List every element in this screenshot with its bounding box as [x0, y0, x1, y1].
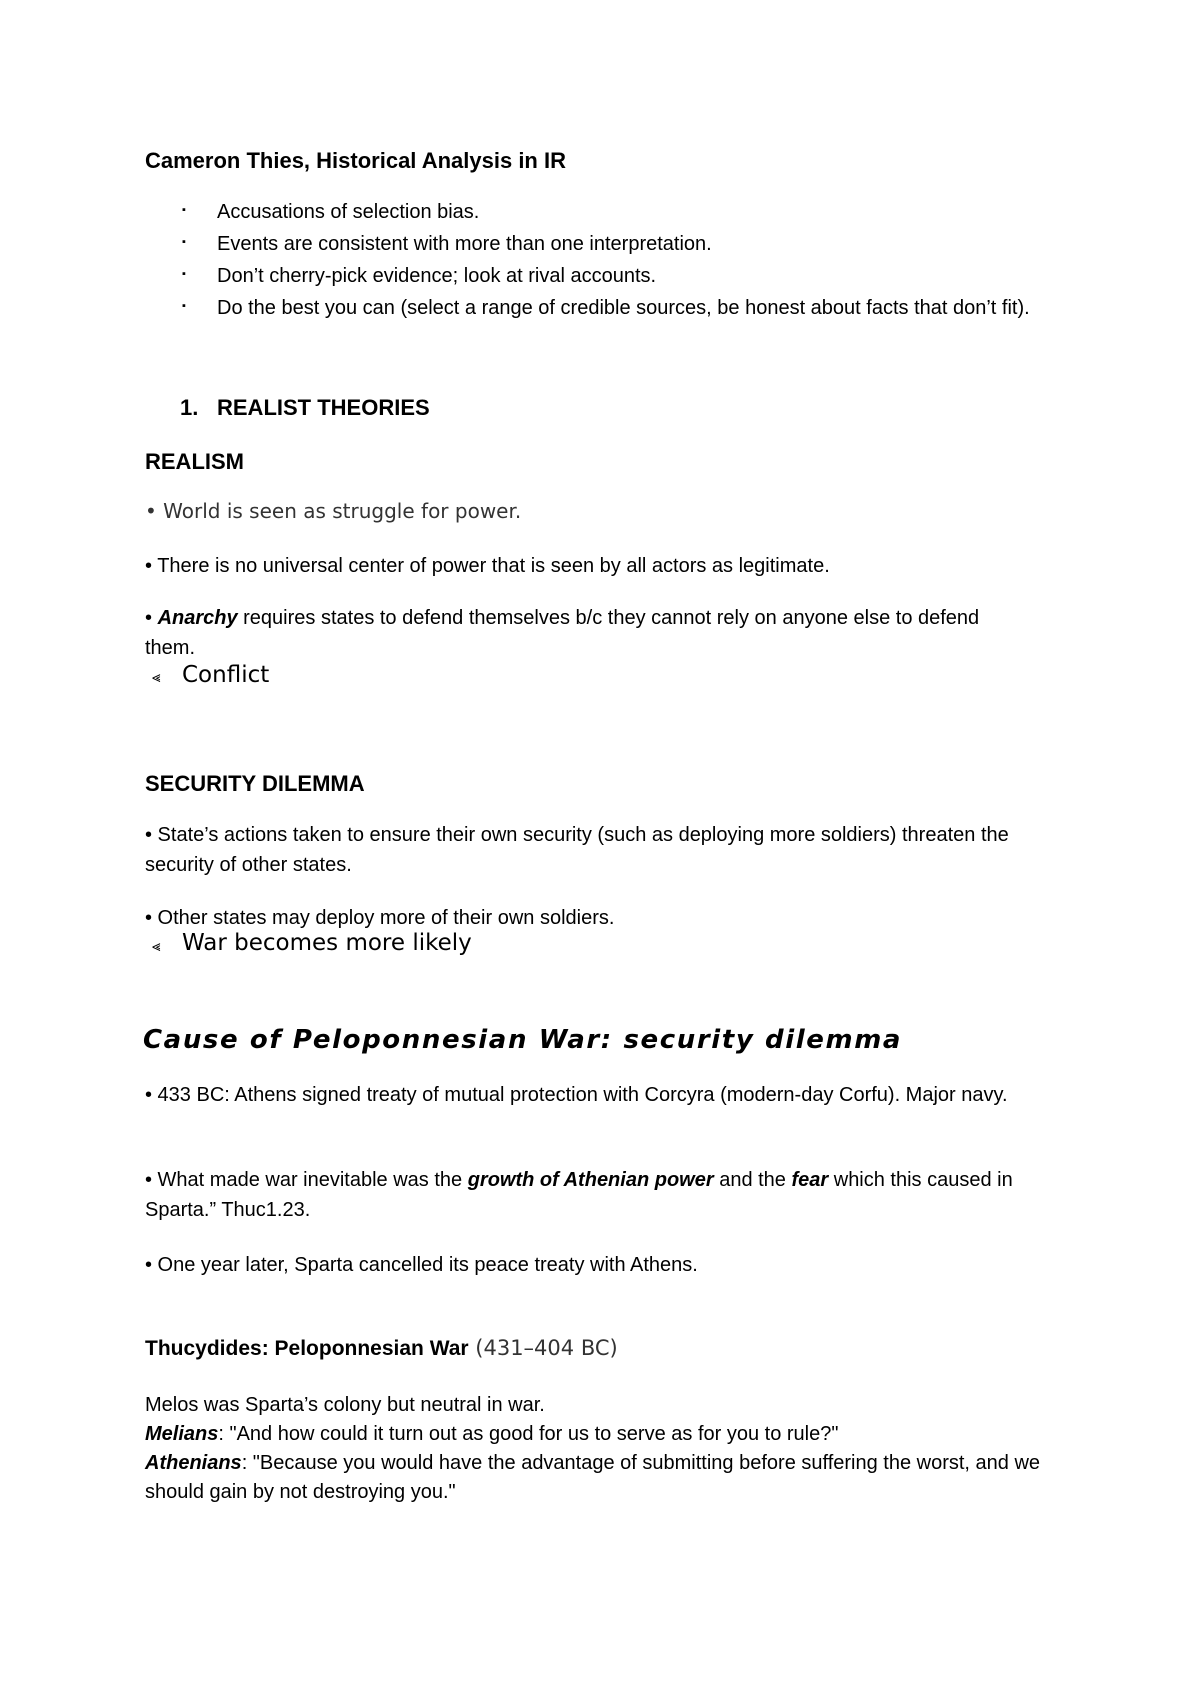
- thies-bullet-4: Do the best you can (select a range of credible sources, be honest about facts that don’t fit).: [217, 297, 1030, 319]
- cause-point-1: • 433 BC: Athens signed treaty of mutual protection with Corcyra (modern-day Corfu). Major navy.: [145, 1084, 1008, 1106]
- growth-term: growth of Athenian power: [467, 1169, 714, 1191]
- thies-bullet-2: Events are consistent with more than one interpretation.: [217, 233, 712, 255]
- arrow-icon: ⪡: [152, 937, 161, 955]
- bullet-marker: ▪: [182, 268, 186, 280]
- realism-point-1: • World is seen as struggle for power.: [145, 499, 522, 523]
- security-point-1: • State’s actions taken to ensure their own security (such as deploying more soldiers) threaten the security of other states.: [145, 824, 1009, 876]
- thies-bullet-1: Accusations of selection bias.: [217, 201, 480, 223]
- thucydides-title: Thucydides: Peloponnesian War (431–404 BC): [145, 1336, 618, 1360]
- cause-point-2: • What made war inevitable was the growth of Athenian power and the fear which this caused in Sparta.” Thuc1.23.: [145, 1169, 1013, 1221]
- thucydides-text: [145, 1391, 1085, 1507]
- bullet-marker: ▪: [182, 204, 186, 216]
- section-title: REALIST THEORIES: [217, 395, 430, 420]
- thies-bullet-3: Don’t cherry-pick evidence; look at rival accounts.: [217, 265, 657, 287]
- realism-point-3: • Anarchy requires states to defend themselves b/c they cannot rely on anyone else to defend them.: [145, 607, 980, 659]
- cause-heading: Cause of Peloponnesian War: security dilemma: [143, 1025, 903, 1055]
- realism-conclusion: Conflict: [182, 662, 270, 688]
- realism-point-2: • There is no universal center of power that is seen by all actors as legitimate.: [145, 555, 830, 577]
- melos-line: Melos was Sparta’s colony but neutral in war.: [145, 1394, 545, 1416]
- anarchy-term: Anarchy: [157, 607, 238, 629]
- realism-heading: REALISM: [145, 449, 244, 474]
- arrow-icon: ⪡: [152, 668, 161, 686]
- security-heading: SECURITY DILEMMA: [145, 771, 365, 796]
- bullet-marker: ▪: [182, 300, 186, 312]
- thies-title: Cameron Thies, Historical Analysis in IR: [145, 148, 566, 173]
- athenians-line: Athenians: "Because you would have the advantage of submitting before suffering the worst, and we should gain by not destroying you.": [145, 1452, 1041, 1503]
- cause-point-3: • One year later, Sparta cancelled its peace treaty with Athens.: [145, 1254, 698, 1276]
- fear-term: fear: [791, 1169, 829, 1191]
- melians-line: Melians: "And how could it turn out as good for us to serve as for you to rule?": [145, 1423, 839, 1445]
- section-number: 1.: [180, 395, 199, 420]
- bullet-marker: ▪: [182, 236, 186, 248]
- security-conclusion: War becomes more likely: [182, 930, 472, 956]
- security-point-2: • Other states may deploy more of their own soldiers.: [145, 907, 615, 929]
